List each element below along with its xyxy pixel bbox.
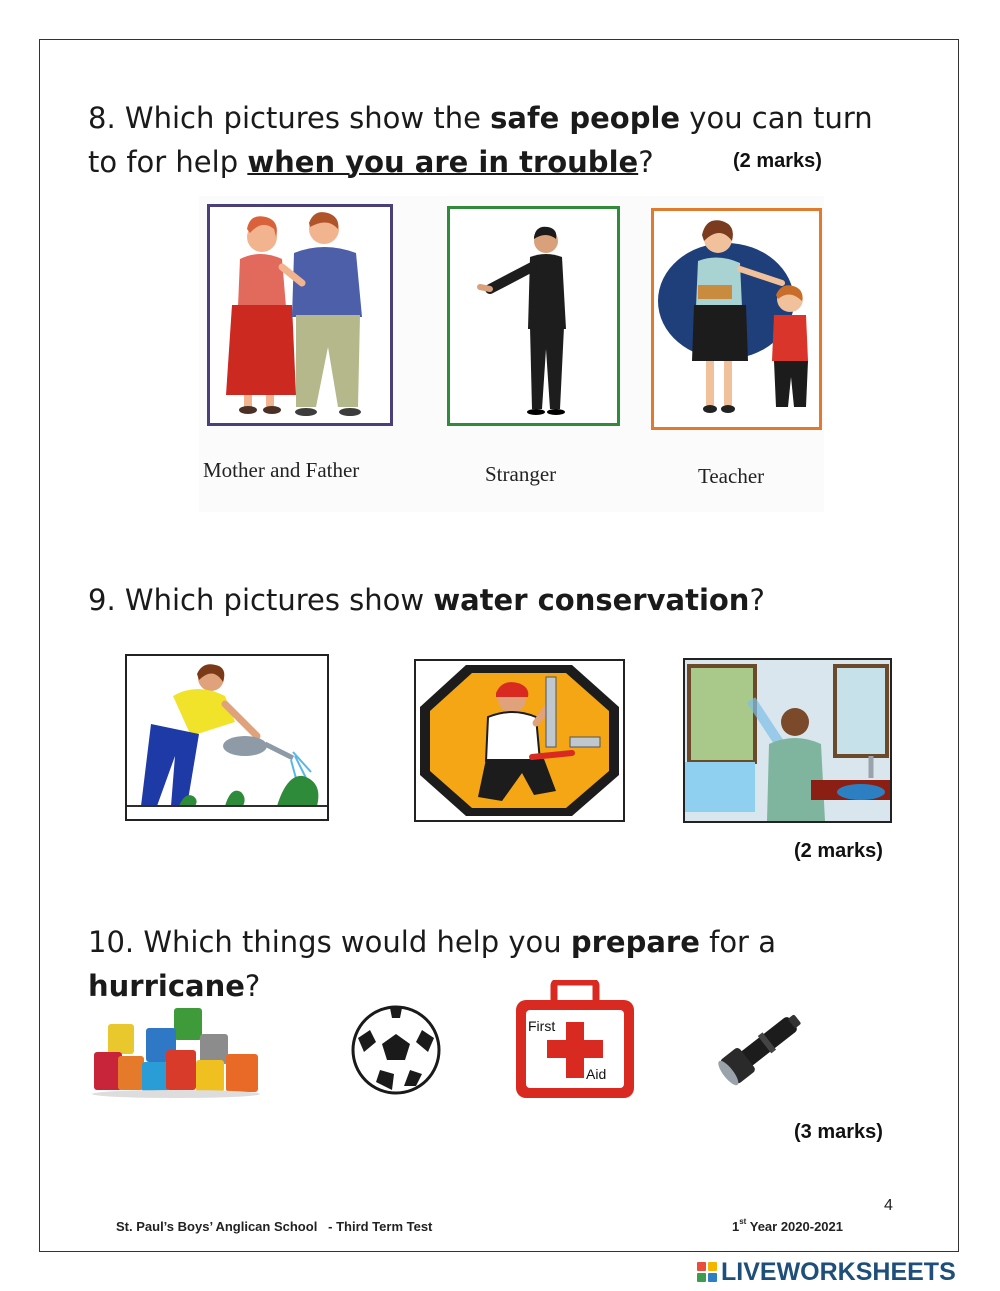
question-9-number: 9. <box>88 583 116 617</box>
question-10-text-b: for a <box>699 925 776 959</box>
question-8-text-b: you can turn to for help <box>88 101 873 179</box>
question-9-bold-a: water conservation <box>433 583 750 617</box>
footer-year-prefix: 1 <box>732 1219 740 1234</box>
soccer-ball-icon <box>350 1004 442 1096</box>
question-10-marks: (3 marks) <box>794 1121 883 1143</box>
question-8-text-a: Which pictures show the <box>124 101 491 135</box>
liveworksheets-logo[interactable] <box>697 1258 956 1286</box>
picture-plumber-fixing-pipe[interactable] <box>414 659 625 822</box>
question-10-text-c: ? <box>244 969 261 1003</box>
first-aid-label-aid: Aid <box>586 1066 607 1082</box>
first-aid-label-first: First <box>528 1018 556 1034</box>
question-9-text-b: ? <box>749 583 765 617</box>
teacher-illustration <box>654 211 819 427</box>
item-flashlight[interactable] <box>705 997 815 1097</box>
parents-illustration <box>210 207 390 423</box>
footer-school-name: St. Paul’s Boys’ Anglican School - Third Term Test <box>116 1219 433 1234</box>
picture-mother-and-father[interactable] <box>207 204 393 426</box>
question-8-bold-underline: when you are in trouble <box>247 145 639 179</box>
caption-mother-and-father: Mother and Father <box>203 458 360 482</box>
page-number: 4 <box>884 1197 893 1214</box>
question-9 <box>88 578 908 622</box>
canned-food-icon <box>88 1000 263 1098</box>
picture-watering-plants[interactable] <box>125 654 329 821</box>
question-8-marks: (2 marks) <box>733 150 822 172</box>
liveworksheets-blocks-icon <box>697 1262 717 1282</box>
footer-year-sup: st <box>739 1217 747 1226</box>
caption-teacher: Teacher <box>698 464 765 488</box>
question-8-bold-a: safe people <box>490 101 681 135</box>
liveworksheets-logo-text: LIVEWORKSHEETS <box>721 1257 956 1286</box>
question-8-number: 8. <box>88 101 116 135</box>
bathroom-tap-illustration <box>685 660 890 821</box>
question-10 <box>88 920 908 1008</box>
picture-tap-turned-off[interactable] <box>683 658 892 823</box>
footer-year-suffix: Year 2020-2021 <box>746 1219 843 1234</box>
question-10-bold-a: prepare <box>570 925 700 959</box>
stranger-illustration <box>450 209 617 423</box>
question-8-picture-panel <box>199 196 824 512</box>
plumber-illustration <box>416 661 623 820</box>
question-10-text-a: Which things would help you <box>143 925 571 959</box>
question-8-text-c: ? <box>638 145 654 179</box>
footer-year <box>732 1219 843 1234</box>
question-9-text-a: Which pictures show <box>124 583 434 617</box>
watering-plants-illustration <box>127 656 327 819</box>
item-first-aid-kit[interactable] <box>510 980 640 1102</box>
item-canned-food[interactable] <box>88 1000 263 1098</box>
item-soccer-ball[interactable] <box>350 1004 442 1096</box>
question-10-number: 10. <box>88 925 135 959</box>
question-10-bold-b: hurricane <box>88 969 245 1003</box>
question-9-marks: (2 marks) <box>794 840 883 862</box>
flashlight-icon <box>705 997 815 1097</box>
picture-teacher[interactable] <box>651 208 822 430</box>
caption-stranger: Stranger <box>485 462 557 486</box>
first-aid-kit-icon <box>510 980 640 1102</box>
picture-stranger[interactable] <box>447 206 620 426</box>
